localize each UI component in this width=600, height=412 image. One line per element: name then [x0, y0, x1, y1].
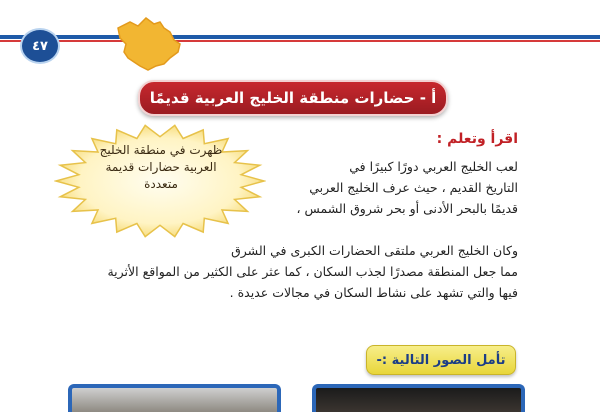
callout-line: العربية حضارات قديمة [105, 160, 217, 174]
callout-text [86, 142, 236, 193]
callout-line: ظهرت في منطقة الخليج [99, 143, 223, 157]
text-line: مما جعل المنطقة مصدرًا لجذب السكان ، كما عثر على الكثير من المواقع الأثرية [107, 264, 518, 279]
gulf-map-icon [108, 14, 186, 74]
page-number-badge [22, 30, 58, 62]
text-line: لعب الخليج العربي دورًا كبيرًا في [349, 159, 518, 174]
text-line: وكان الخليج العربي ملتقى الحضارات الكبرى في الشرق [231, 243, 518, 258]
page-number: ٤٧ [32, 38, 48, 54]
lesson-paragraph-2 [78, 240, 518, 303]
photo-right [312, 384, 525, 412]
text-line: قديمًا بالبحر الأدنى أو بحر شروق الشمس ، [296, 201, 518, 216]
read-and-learn-heading: اقرأ وتعلم : [436, 131, 518, 147]
header-red-rule [0, 40, 600, 42]
section-title-text: أ - حضارات منطقة الخليج العربية قديمًا [149, 89, 437, 107]
section-title [138, 80, 448, 116]
observe-label: تأمل الصور التالية :- [376, 352, 506, 368]
text-line: فيها والتي تشهد على نشاط السكان في مجالات عديدة . [229, 285, 518, 300]
photo-left [68, 384, 281, 412]
observe-pictures-tab [366, 345, 516, 375]
text-line: التاريخ القديم ، حيث عرف الخليج العربي [309, 180, 518, 195]
header-blue-rule [0, 35, 600, 39]
lesson-paragraph-1 [258, 156, 518, 219]
callout-line: متعددة [144, 177, 178, 191]
